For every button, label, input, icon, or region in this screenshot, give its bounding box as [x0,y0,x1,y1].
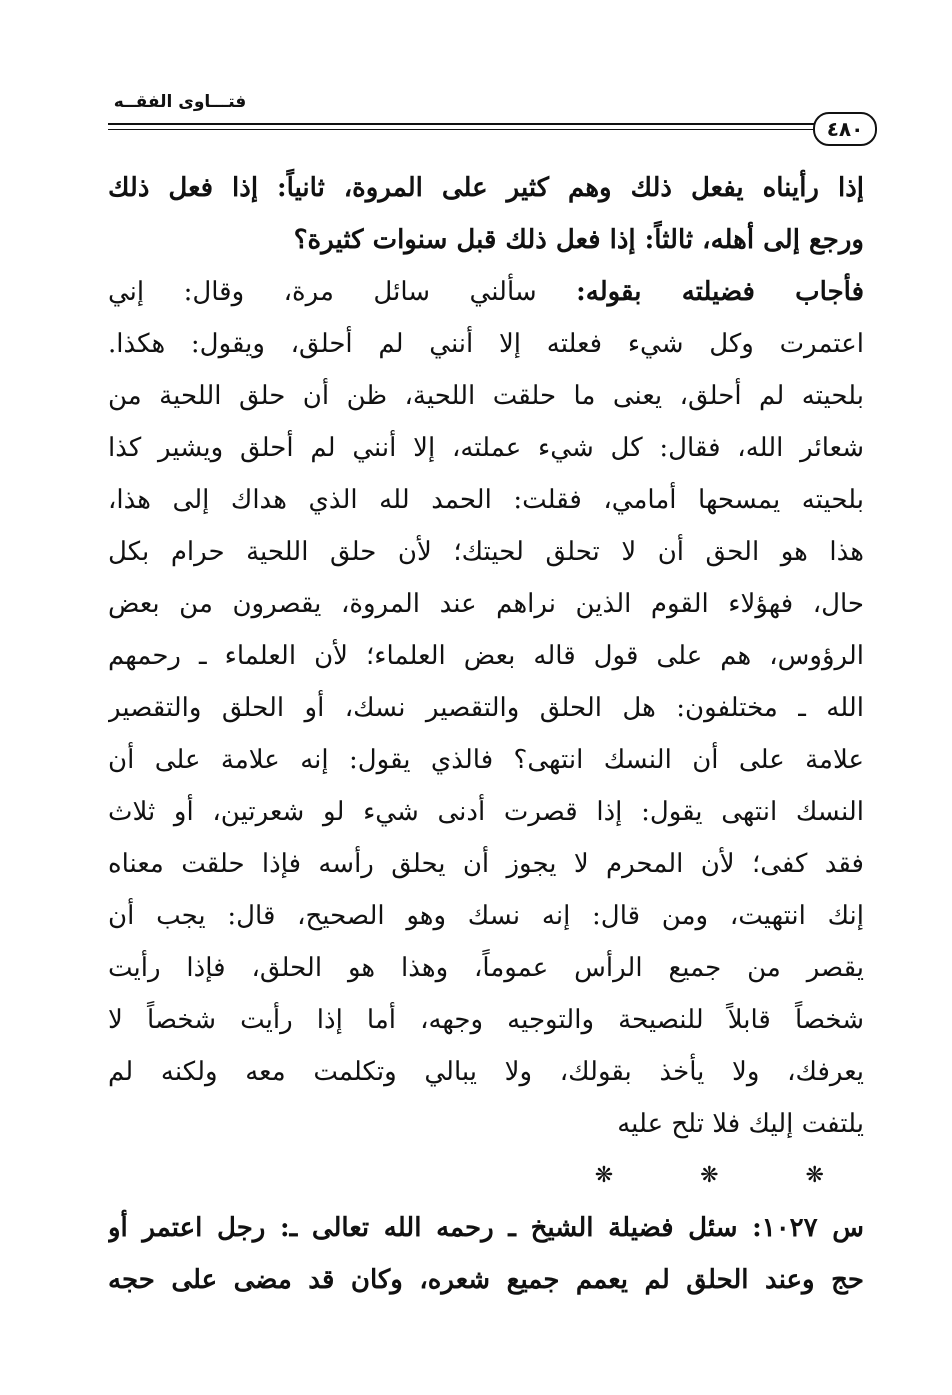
answer-line: اعتمرت وكل شيء فعلته إلا أنني لم أحلق، ويقول: هكذا. [108,329,864,359]
next-question-line: حج وعند الحلق لم يعمم جميع شعره، وكان قد مضى على حجه [108,1265,864,1295]
answer-line: إنك انتهيت، ومن قال: إنه نسك وهو الصحيح، قال: يجب أن [108,901,864,931]
answer-line: حال، فهؤلاء القوم الذين نراهم عند المروة، يقصرون من بعض [108,589,864,619]
answer-line: يعرفك، ولا يأخذ بقولك، ولا يبالي وتكلمت معه ولكنه لم [108,1057,864,1087]
answer-line: بلحيته لم أحلق، يعنى ما حلقت اللحية، ظن أن حلق اللحية من [108,381,864,411]
answer-first-rest: سألني سائل مرة، وقال: إني [108,277,537,307]
running-title: فتـــاوى الفقــه [113,92,247,112]
answer-line: الرؤوس، هم على قول قاله بعض العلماء؛ لأن العلماء ـ رحمهم [108,641,864,671]
page-number: ٤٨٠ [813,112,877,146]
answer-lead: فأجاب فضيلته بقوله: [576,277,864,307]
answer-line: يلتفت إليك فلا تلح عليه [617,1109,864,1139]
answer-first-line [108,266,864,318]
answer-line: فقد كفى؛ لأن المحرم لا يجوز أن يحلق رأسه فإذا حلقت معناه [108,849,864,879]
question-line: إذا رأيناه يفعل ذلك وهم كثير على المروة، ثانياً: إذا فعل ذلك [108,173,864,203]
answer-line: بلحيته يمسحها أمامي، فقلت: الحمد لله الذي هداك إلى هذا، [108,485,864,515]
section-separator: ❋ ❋ ❋ [594,1163,864,1188]
next-question-line [108,1202,864,1254]
page-body [108,162,864,1306]
next-question-text: سئل فضيلة الشيخ ـ رحمه الله تعالى ـ: رجل اعتمر أو [108,1213,738,1243]
header-rule [108,123,820,125]
answer-line: شخصاً قابلاً للنصيحة والتوجيه وجهه، أما إذا رأيت شخصاً لا [108,1005,864,1035]
header-rule-thin [108,129,820,130]
answer-line: النسك انتهى يقول: إذا قصرت أدنى شيء لو شعرتين، أو ثلاث [108,797,864,827]
answer-line: الله ـ مختلفون: هل الحلق والتقصير نسك، أو الحلق والتقصير [108,693,864,723]
answer-line: هذا هو الحق أن لا تحلق لحيتك؛ لأن حلق اللحية حرام بكل [108,537,864,567]
question-number: س ١٠٢٧: [752,1213,864,1243]
answer-line: شعائر الله، فقال: كل شيء عملته، إلا أنني لم أحلق ويشير كذا [108,433,864,463]
question-line: ورجع إلى أهله، ثالثاً: إذا فعل ذلك قبل سنوات كثيرة؟ [293,225,864,255]
answer-line: علامة على أن النسك انتهى؟ فالذي يقول: إنه علامة على أن [108,745,864,775]
answer-line: يقصر من جميع الرأس عموماً، وهذا هو الحلق، فإذا رأيت [108,953,864,983]
